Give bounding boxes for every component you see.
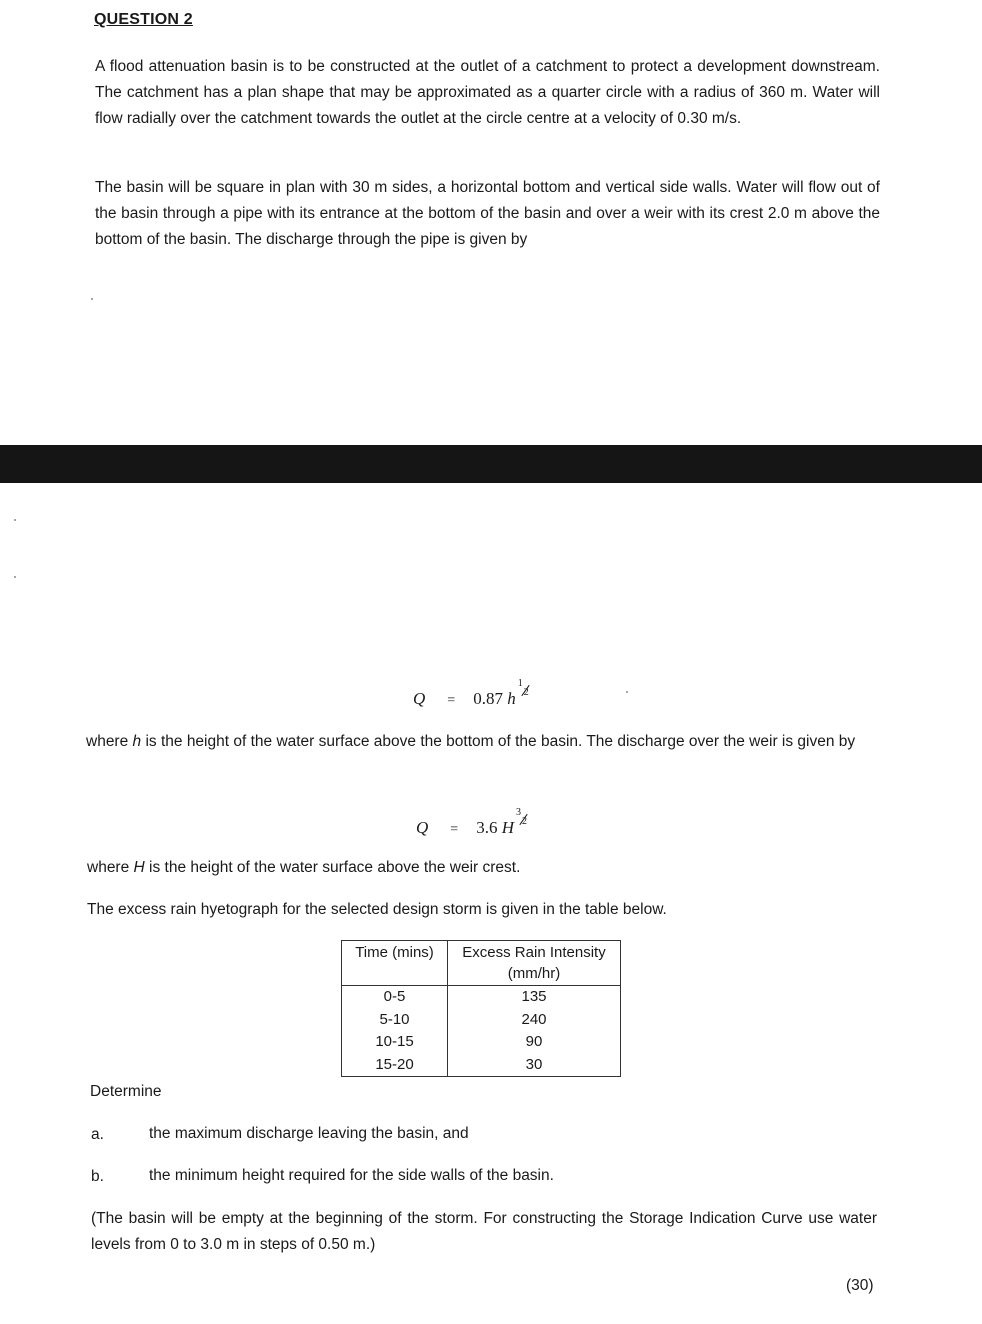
cell-time: 10-15: [342, 1031, 448, 1054]
eq1-variable: h: [507, 689, 516, 708]
paragraph-h-definition: where h is the height of the water surface above the bottom of the basin. The discharge over the weir is given by: [86, 733, 856, 750]
table-row: [342, 1054, 621, 1077]
column-header-time: Time (mins): [342, 941, 448, 986]
storage-indication-note: (The basin will be empty at the beginning of the storm. For constructing the Storage Indication Curve use water levels from 0 to 3.0 m in steps of 0.50 m.): [91, 1210, 877, 1253]
table-row: [342, 986, 621, 1009]
black-bar: [0, 445, 982, 483]
paragraph-H-definition: where H is the height of the water surface above the weir crest.: [87, 859, 521, 876]
paragraph-catchment: A flood attenuation basin is to be constructed at the outlet of a catchment to protect a development downstream. The catchment has a plan shape that may be approximated as a quarter circle with a radius of 360 m. Water will flow radially over the catchment towards the outlet at the circle centre at a velocity of 0.30 m/s.: [95, 58, 880, 127]
marks-total: (30): [846, 1277, 874, 1294]
eq2-equals: =: [450, 822, 459, 837]
cell-intensity: 240: [448, 1009, 621, 1032]
eq1-coefficient: 0.87: [473, 689, 503, 708]
cell-intensity: 30: [448, 1054, 621, 1077]
scan-speck: [14, 576, 16, 578]
hyetograph-table: [341, 940, 621, 1077]
question-heading: QUESTION 2: [94, 11, 193, 28]
eq1-equals: =: [447, 693, 456, 708]
eq1-exponent: 1 2: [517, 678, 529, 698]
determine-label: Determine: [90, 1083, 162, 1100]
cell-intensity: 90: [448, 1031, 621, 1054]
item-a-text: the maximum discharge leaving the basin, and: [149, 1125, 469, 1142]
column-header-intensity: Excess Rain Intensity (mm/hr): [448, 941, 621, 986]
weir-discharge-equation: [416, 807, 528, 838]
eq1-lhs: Q: [413, 689, 426, 708]
scan-speck: [14, 519, 16, 521]
scan-speck: [626, 691, 628, 693]
eq2-lhs: Q: [416, 818, 429, 837]
cell-time: 15-20: [342, 1054, 448, 1077]
table-header-row: [342, 941, 621, 986]
scan-speck: [91, 298, 93, 300]
eq2-coefficient: 3.6: [476, 818, 498, 837]
h-variable: h: [132, 733, 142, 750]
table-row: [342, 1009, 621, 1032]
eq2-exponent: 3 2: [515, 807, 527, 827]
cell-time: 5-10: [342, 1009, 448, 1032]
pipe-discharge-equation: [413, 678, 530, 709]
eq2-variable: H: [501, 818, 514, 837]
paragraph-basin: The basin will be square in plan with 30 m sides, a horizontal bottom and vertical side walls. Water will flow out of the basin through a pipe with its entrance at the bottom of the basin and over a weir with its crest 2.0 m above the bottom of the basin. The discharge through the pipe is given by: [95, 179, 880, 248]
cell-intensity: 135: [448, 986, 621, 1009]
table-row: [342, 1031, 621, 1054]
item-b-label: b.: [91, 1168, 104, 1185]
paragraph-hyetograph-intro: The excess rain hyetograph for the selected design storm is given in the table below.: [87, 901, 667, 918]
H-variable: H: [133, 859, 145, 876]
cell-time: 0-5: [342, 986, 448, 1009]
item-a-label: a.: [91, 1126, 104, 1143]
item-b-text: the minimum height required for the side walls of the basin.: [149, 1167, 554, 1184]
